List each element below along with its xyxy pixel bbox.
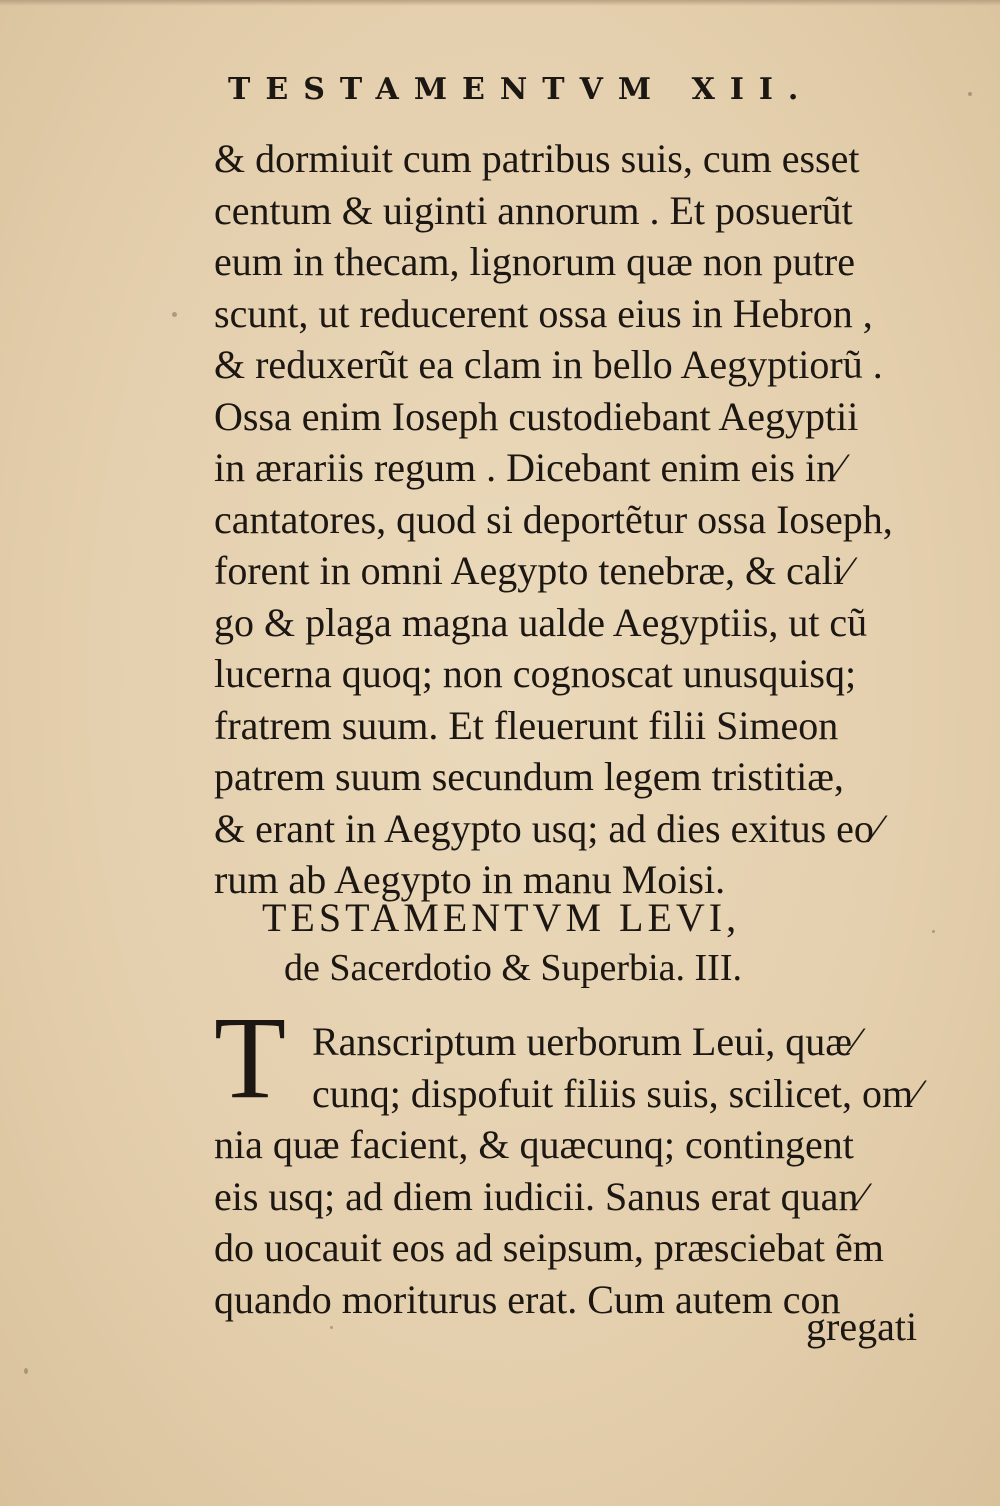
catchword: gregati: [806, 1304, 918, 1349]
section-title: TESTAMENTVM LEVI,: [262, 895, 741, 940]
paper-speck: [172, 312, 177, 317]
paper-speck: [330, 1326, 333, 1329]
text-line: scunt, ut reducerent ossa eius in Hebron ,: [214, 290, 873, 336]
page-top-edge: [0, 0, 1000, 6]
section-heading: [262, 893, 922, 993]
text-line: rum ab Aegypto in manu Moisi.: [214, 857, 726, 902]
text-line: & dormiuit cum patribus suis, cum esset: [214, 136, 860, 181]
text-line: eum in thecam, lignorum quæ non putre: [214, 239, 855, 284]
text-line: quando moriturus erat. Cum autem con: [214, 1276, 841, 1322]
text-line: go & plaga magna ualde Aegyptiis, ut cũ: [214, 599, 868, 645]
text-line: cunq; dispofuit filiis suis, scilicet, om⁄: [312, 1070, 920, 1116]
text-line: eis usq; ad diem iudicii. Sanus erat quan⁄: [214, 1173, 865, 1219]
text-line: Ranscriptum uerborum Leui, quæ⁄: [312, 1019, 859, 1064]
text-line: nia quæ facient, & quæcunq; contingent: [214, 1122, 854, 1167]
text-line: patrem suum secundum legem tristitiæ,: [214, 754, 844, 799]
paragraph-1: [214, 133, 954, 906]
text-line: & reduxerũt ea clam in bello Aegyptiorũ .: [214, 342, 883, 387]
text-line: centum & uiginti annorum . Et posuerũt: [214, 187, 853, 233]
text-line: cantatores, quod si deportẽtur ossa Ioseph,: [214, 496, 893, 542]
text-line: forent in omni Aegypto tenebræ, & cali⁄: [214, 548, 851, 593]
text-line: Ossa enim Ioseph custodiebant Aegyptii: [214, 393, 859, 439]
text-line: lucerna quoq; non cognoscat unusquisq;: [214, 651, 857, 696]
text-line: & erant in Aegypto usq; ad dies exitus eo⁄: [214, 805, 881, 851]
drop-cap: T: [214, 992, 287, 1123]
text-line: fratrem suum. Et fleuerunt filii Simeon: [214, 702, 839, 748]
running-head: TESTAMENTVM XII.: [228, 72, 814, 107]
text-line: in ærariis regum . Dicebant enim eis in⁄: [214, 445, 843, 490]
paper-speck: [24, 1368, 28, 1374]
section-subtitle: de Sacerdotio & Superbia. III.: [284, 947, 742, 989]
paragraph-2: [214, 1016, 954, 1325]
text-line: do uocauit eos ad seipsum, præsciebat ẽm: [214, 1225, 884, 1270]
paper-speck: [932, 930, 935, 933]
paper-speck: [968, 92, 972, 96]
